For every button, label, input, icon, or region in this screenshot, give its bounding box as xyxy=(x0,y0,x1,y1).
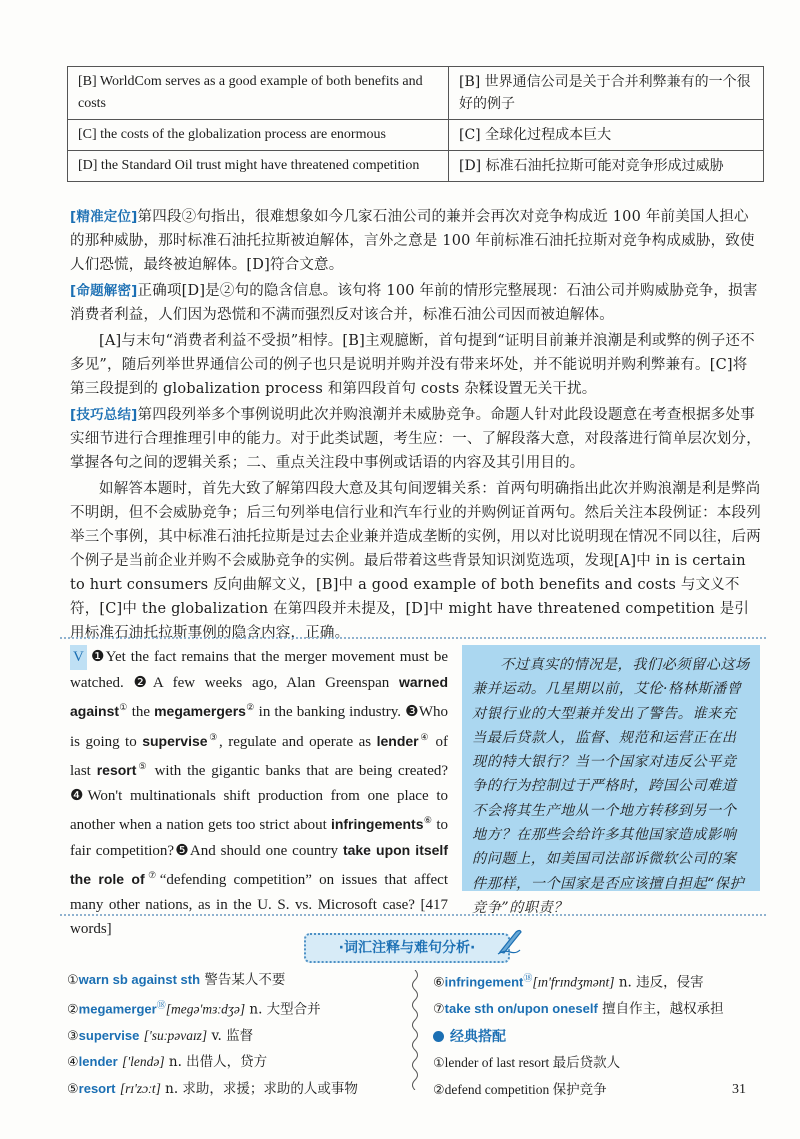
vocab-word: megamerger xyxy=(78,1001,157,1016)
page-number: 31 xyxy=(732,1082,746,1097)
list-item xyxy=(67,1049,358,1076)
analysis-section xyxy=(70,205,762,645)
phonetic: [ɪn'frɪndʒmənt] xyxy=(532,974,615,990)
list-item xyxy=(67,1076,358,1103)
sentence-2-icon: ❷ xyxy=(133,674,153,691)
sentence-2c: in the banking industry. xyxy=(258,704,402,720)
vocab-definition: 警告某人不要 xyxy=(204,972,286,988)
star-icon: ⑱ xyxy=(523,974,533,984)
vocab-megamergers: megamergers xyxy=(154,703,246,719)
item-number: ④ xyxy=(67,1055,79,1070)
list-item xyxy=(433,1050,724,1077)
list-item xyxy=(67,967,358,994)
vocab-word: supervise xyxy=(78,1027,140,1043)
phrases-heading xyxy=(433,1025,724,1051)
options-table xyxy=(67,66,764,182)
sentence-1-icon: ❶ xyxy=(89,649,106,665)
note-3-icon: ③ xyxy=(207,731,220,742)
list-item xyxy=(433,996,724,1023)
vocab-definition: 擅自作主，越权承担 xyxy=(602,1001,724,1017)
item-number: ② xyxy=(433,1082,445,1098)
note-7-icon: ⑦ xyxy=(144,870,160,880)
decode-tag: [命题解密] xyxy=(70,283,138,299)
vocab-resort: resort xyxy=(96,762,137,778)
table-row xyxy=(68,120,764,151)
decode-text-2: [A]与末句“消费者利益不受损”相悖。[B]主观臆断，首句提到“证明目前兼并浪潮是利或弊的例子还不多见”，随后列举世界通信公司的例子也只是说明并购并没有带来坏处，并不能说明并购利弊兼有。[C]将第三段提到的 globalization process 和第四段首句 costs 杂糅设置无关干扰。 xyxy=(70,333,755,397)
table-row xyxy=(68,151,764,182)
note-2-icon: ② xyxy=(245,702,255,712)
option-c-cn: [C] 全球化过程成本巨大 xyxy=(449,120,764,151)
sentence-3a: Who is going to xyxy=(70,704,449,750)
table-row xyxy=(68,67,764,120)
note-1-icon: ① xyxy=(119,702,128,712)
phonetic: [megə'mɜːdʒə] xyxy=(165,1001,246,1016)
sentence-3b: , regulate and operate as xyxy=(219,733,372,750)
phrase-text: lender of last resort 最后贷款人 xyxy=(444,1055,621,1070)
divider xyxy=(60,914,766,916)
note-5-icon: ⑤ xyxy=(136,761,149,771)
phrases-title: 经典搭配 xyxy=(450,1028,506,1045)
vocab-list-right xyxy=(433,967,724,1103)
sentence-1: Yet the fact remains that the merger movement must be watched. xyxy=(70,649,448,691)
vocab-definition: n. 出借人，贷方 xyxy=(168,1054,268,1070)
divider xyxy=(60,637,766,639)
vocab-word: take sth on/upon oneself xyxy=(444,1001,598,1016)
list-item xyxy=(433,1077,724,1104)
item-number: ⑤ xyxy=(67,1081,79,1097)
vocab-word: infringement xyxy=(444,974,524,990)
note-4-icon: ④ xyxy=(418,731,431,742)
tips-tag: [技巧总结] xyxy=(70,407,138,423)
locate-tag: [精准定位] xyxy=(70,209,138,225)
sentence-3c: of last xyxy=(70,733,449,779)
translation-box: 不过真实的情况是，我们必须留心这场兼并运动。几星期以前，艾伦·格林斯潘曾对银行业的大型兼并发出了警告。谁来充当最后贷款人，监督、规范和运营正在出现的特大银行？当一个国家对违反公平竞争的行为控制过于严格时，跨国公司难道不会将其生产地从一个地方转移到另一个地方？在那些会给许多其他国家造成影响的问题上，如美国司法部诉微软公司的案件那样，一个国家是否应该擅自担起“保护竞争”的职责？ xyxy=(462,645,760,891)
option-b-en: [B] WorldCom serves as a good example of both benefits and costs xyxy=(68,67,449,120)
sentence-5b: “defending competition” on issues that affect many other nations, as in the U. S. vs. Microsoft case? [417 words] xyxy=(70,872,448,937)
sentence-4-icon: ❹ xyxy=(70,787,88,804)
list-item xyxy=(67,994,358,1023)
wavy-divider xyxy=(408,970,422,1090)
vocab-definition: v. 监督 xyxy=(211,1027,254,1044)
option-d-cn: [D] 标准石油托拉斯可能对竞争形成过威胁 xyxy=(449,151,764,182)
vocab-word: resort xyxy=(78,1080,116,1096)
phrase-text: defend competition 保护竞争 xyxy=(444,1081,607,1097)
list-item xyxy=(433,967,724,996)
option-d-en: [D] the Standard Oil trust might have threatened competition xyxy=(68,151,449,182)
vocab-supervise: supervise xyxy=(142,732,208,749)
sentence-3d: with the gigantic banks that are being created? xyxy=(154,763,449,779)
tips-text-2: 如解答本题时，首先大致了解第四段大意及其句间逻辑关系：首两句明确指出此次并购浪潮是利是弊尚不明朗，但不会威胁竞争；后三句列举电信行业和汽车行业的并购例证首两句。然后关注本段例证：本段列举三个事例，其中标准石油托拉斯是过去企业兼并造成垄断的实例，用以对比说明现在情况不同以往，后两个例子是当前企业并购不会威胁竞争的实例。最后带着这些背景知识浏览选项，发现[A]中 in is certain to hurt consumers 反向曲解文义，[B]中 a good example of both benefits and costs 与文义不符，[C]中 the globalization 在第四段并未提及，[D]中 might have threatened competition 是引用标准石油托拉斯事例的隐含内容，正确。 xyxy=(70,481,761,641)
item-number: ① xyxy=(433,1056,445,1071)
phonetic: ['suːpəvaɪz] xyxy=(143,1027,208,1043)
sentence-2b: the xyxy=(131,704,151,720)
list-item xyxy=(67,1023,358,1050)
vocab-word: lender xyxy=(78,1054,118,1069)
option-c-en: [C] the costs of the globalization process are enormous xyxy=(68,120,449,151)
vocab-lender: lender xyxy=(376,732,419,749)
item-number: ⑥ xyxy=(433,975,445,991)
note-6-icon: ⑥ xyxy=(423,815,433,825)
vocab-definition: n. 求助，求援；求助的人或事物 xyxy=(165,1080,358,1097)
section-number: V xyxy=(70,645,87,670)
vocab-warned-against: warned against xyxy=(70,673,449,719)
option-b-cn: [B] 世界通信公司是关于合并利弊兼有的一个很好的例子 xyxy=(449,67,764,120)
phonetic: ['lendə] xyxy=(121,1054,165,1069)
vocab-section-title: ·词汇注释与难句分析· xyxy=(304,933,510,963)
sentence-5a: And should one country xyxy=(189,842,338,859)
phonetic: [rɪ'zɔːt] xyxy=(119,1080,161,1096)
vocab-definition: n. 大型合并 xyxy=(249,1001,321,1017)
item-number: ⑦ xyxy=(433,1002,445,1017)
sentence-2a: A few weeks ago, Alan Greenspan xyxy=(152,674,390,691)
sentence-3-icon: ❸ xyxy=(405,704,419,720)
sentence-4a: Won't multinationals shift production from one place to another when a nation gets too strict about xyxy=(70,787,448,833)
vocab-definition: n. 违反，侵害 xyxy=(618,974,704,991)
pen-icon xyxy=(494,926,524,956)
star-icon: ⑱ xyxy=(156,1000,166,1011)
locate-text: 第四段②句指出，很难想象如今几家石油公司的兼并会再次对竞争构成近 100 年前美国人担心的那种威胁，那时标准石油托拉斯被迫解体，言外之意是 100 年前标准石油托拉斯对竞争构成威胁，致使人们恐慌，最终被迫解体。[D]符合文意。 xyxy=(70,209,755,273)
vocab-infringements: infringements xyxy=(330,816,424,832)
sentence-4b: to fair competition? xyxy=(70,817,449,859)
bullet-icon xyxy=(433,1031,444,1042)
tips-text: 第四段列举多个事例说明此次并购浪潮并未威胁竞争。命题人针对此段设题意在考查根据多处事实细节进行合理推理引申的能力。对于此类试题，考生应：一、了解段落大意，对段落进行简单层次划分，掌握各句之间的逻辑关系；二、重点关注段中事例或话语的内容及其引用目的。 xyxy=(70,407,761,471)
decode-text: 正确项[D]是②句的隐含信息。该句将 100 年前的情形完整展现：石油公司并购威胁竞争，损害消费者利益，人们因为恐慌和不满而强烈反对该合并，标准石油公司因而被迫解体。 xyxy=(70,283,758,323)
item-number: ② xyxy=(67,1002,79,1017)
item-number: ③ xyxy=(67,1028,79,1044)
vocab-take-upon: take upon itself the role of xyxy=(70,841,448,887)
english-passage xyxy=(70,645,448,942)
vocab-word: warn sb against sth xyxy=(78,972,201,987)
item-number: ① xyxy=(67,973,79,988)
vocab-list-left xyxy=(67,967,358,1102)
sentence-5-icon: ❺ xyxy=(174,842,190,859)
